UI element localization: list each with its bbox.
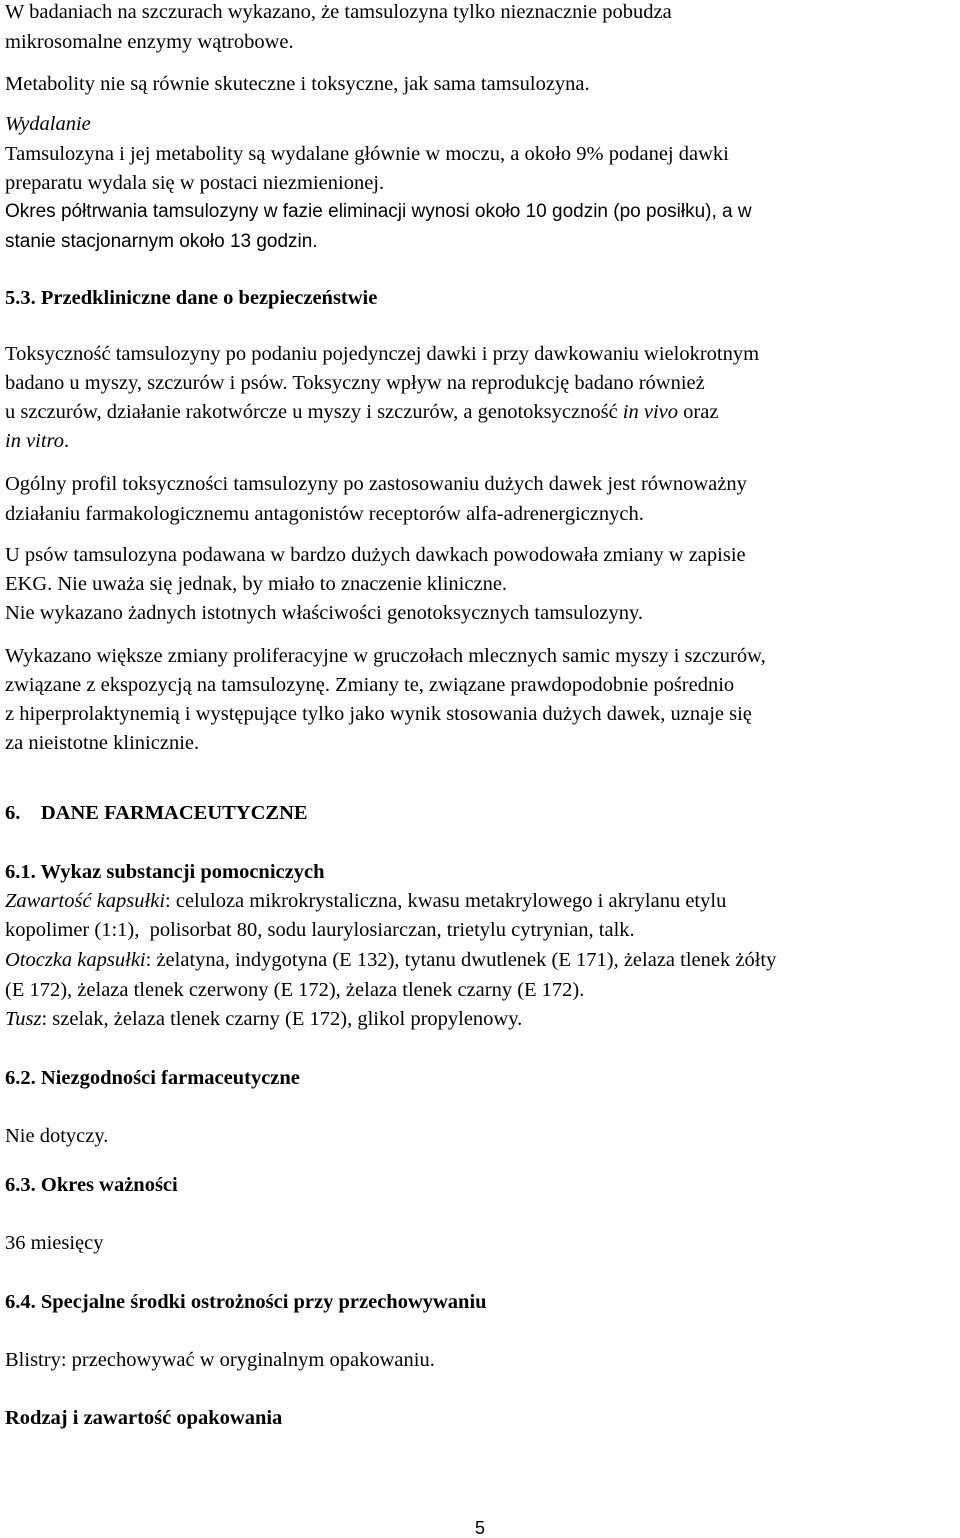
text-line: za nieistotne klinicznie. xyxy=(5,732,200,754)
text-line: (E 172), żelaza tlenek czerwony (E 172), żelaza tlenek czarny (E 172). xyxy=(5,979,585,1001)
text-line: Wykazano większe zmiany proliferacyjne w gruczołach mlecznych samic myszy i szczurów, xyxy=(5,645,766,667)
text-line xyxy=(5,1007,522,1031)
text-line: EKG. Nie uważa się jednak, by miało to znaczenie kliniczne. xyxy=(5,573,508,595)
text-line: związane z ekspozycją na tamsulozynę. Zmiany te, związane prawdopodobnie pośrednio xyxy=(5,674,735,696)
italic-label: Otoczka kapsułki xyxy=(5,949,146,971)
text-line xyxy=(5,889,726,913)
text-line: działaniu farmakologicznemu antagonistów receptorów alfa-adrenergicznych. xyxy=(5,503,644,525)
text-line: Nie dotyczy. xyxy=(5,1125,109,1147)
text-line: Blistry: przechowywać w oryginalnym opakowaniu. xyxy=(5,1349,435,1371)
text-line: mikrosomalne enzymy wątrobowe. xyxy=(5,31,294,53)
italic-label: Tusz xyxy=(5,1008,42,1030)
text-run: oraz xyxy=(678,401,719,423)
subheading-wydalanie: Wydalanie xyxy=(5,113,91,135)
text-run: : szelak, żelaza tlenek czarny (E 172), glikol propylenowy. xyxy=(41,1008,523,1030)
text-line xyxy=(5,948,776,972)
text-line: preparatu wydala się w postaci niezmienionej. xyxy=(5,172,385,194)
text-line: z hiperprolaktynemią i występujące tylko jako wynik stosowania dużych dawek, uznaje się xyxy=(5,703,752,725)
section-heading-packaging: Rodzaj i zawartość opakowania xyxy=(5,1407,283,1429)
section-heading-6: 6. DANE FARMACEUTYCZNE xyxy=(5,802,308,824)
page-number: 5 xyxy=(474,1518,485,1538)
text-run: u szczurów, działanie rakotwórcze u myszy i szczurów, a genotoksyczność xyxy=(5,401,623,423)
text-line: badano u myszy, szczurów i psów. Toksyczny wpływ na reprodukcję badano również xyxy=(5,372,705,394)
text-line xyxy=(5,429,69,453)
section-heading-5-3: 5.3. Przedkliniczne dane o bezpieczeństwie xyxy=(5,287,378,309)
italic-label: Zawartość kapsułki xyxy=(5,890,166,912)
text-line: U psów tamsulozyna podawana w bardzo dużych dawkach powodowała zmiany w zapisie xyxy=(5,544,746,566)
italic-term: in vitro xyxy=(5,430,65,452)
text-line: stanie stacjonarnym około 13 godzin. xyxy=(5,231,318,252)
text-line: Toksyczność tamsulozyny po podaniu pojedynczej dawki i przy dawkowaniu wielokrotnym xyxy=(5,343,760,365)
text-line: 36 miesięcy xyxy=(5,1232,104,1254)
text-line: W badaniach na szczurach wykazano, że tamsulozyna tylko nieznacznie pobudza xyxy=(5,1,672,23)
section-heading-6-1: 6.1. Wykaz substancji pomocniczych xyxy=(5,861,325,883)
text-run: : celuloza mikrokrystaliczna, kwasu metakrylowego i akrylanu etylu xyxy=(165,890,727,912)
section-heading-6-3: 6.3. Okres ważności xyxy=(5,1174,178,1196)
text-line: Tamsulozyna i jej metabolity są wydalane głównie w moczu, a około 9% podanej dawki xyxy=(5,143,729,165)
text-line: Okres półtrwania tamsulozyny w fazie eliminacji wynosi około 10 godzin (po posiłku), a w xyxy=(5,201,752,222)
section-heading-6-2: 6.2. Niezgodności farmaceutyczne xyxy=(5,1067,300,1089)
section-heading-6-4: 6.4. Specjalne środki ostrożności przy przechowywaniu xyxy=(5,1291,487,1313)
italic-term: in vivo xyxy=(622,401,679,423)
text-line: Ogólny profil toksyczności tamsulozyny po zastosowaniu dużych dawek jest równoważny xyxy=(5,473,747,495)
text-line xyxy=(5,400,718,424)
text-line: Nie wykazano żadnych istotnych właściwości genotoksycznych tamsulozyny. xyxy=(5,602,643,624)
text-line: kopolimer (1:1), polisorbat 80, sodu laurylosiarczan, trietylu cytrynian, talk. xyxy=(5,919,635,941)
text-line: Metabolity nie są równie skuteczne i toksyczne, jak sama tamsulozyna. xyxy=(5,73,590,95)
text-run: : żelatyna, indygotyna (E 132), tytanu dwutlenek (E 171), żelaza tlenek żółty xyxy=(145,949,777,971)
text-run: . xyxy=(64,430,70,452)
